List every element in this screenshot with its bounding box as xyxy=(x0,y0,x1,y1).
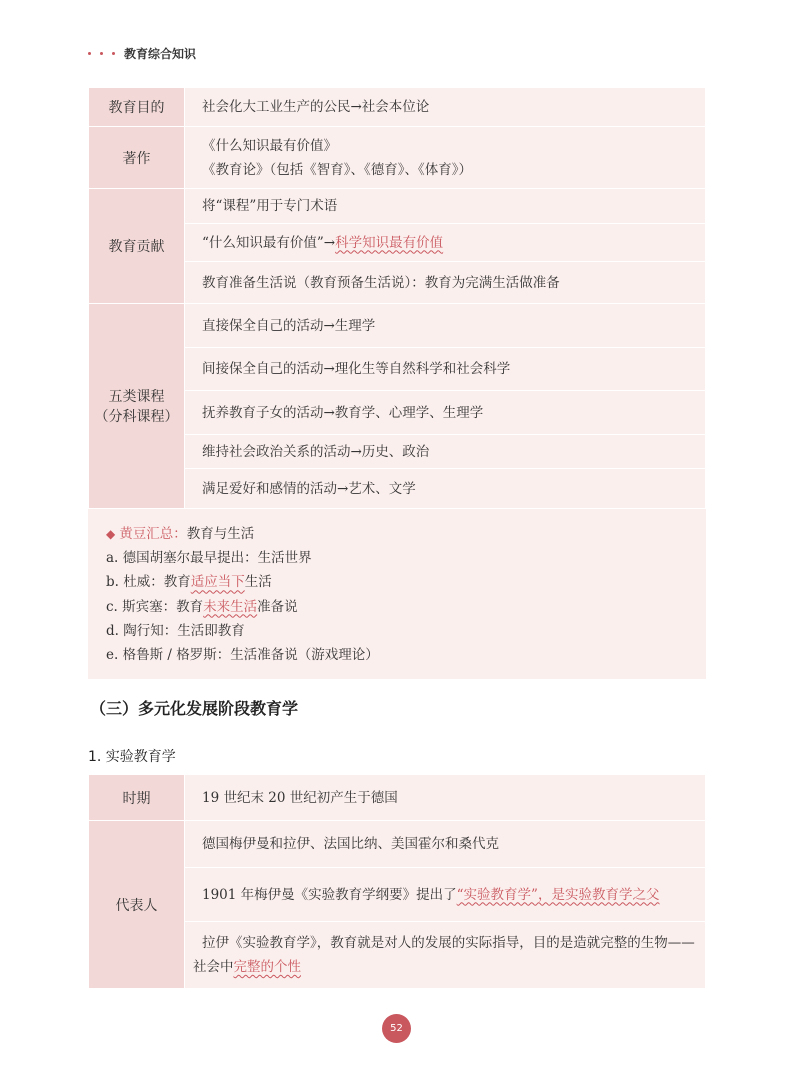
header-title: 教育综合知识 xyxy=(124,46,197,61)
summary-label: 黄豆汇总： xyxy=(119,526,187,542)
list-item: e. 格鲁斯 / 格罗斯：生活准备说（游戏理论） xyxy=(106,647,379,664)
row-value: 抚养教育子女的活动→教育学、心理学、生理学 xyxy=(185,391,706,435)
row-value: 将“课程”用于专门术语 xyxy=(185,189,706,224)
list-item: d. 陶行知：生活即教育 xyxy=(106,622,245,639)
row-label: 代表人 xyxy=(89,821,185,989)
list-item: a. 德国胡塞尔最早提出：生活世界 xyxy=(106,550,312,567)
highlight-text: 适应当下 xyxy=(190,574,245,591)
row-label: 教育贡献 xyxy=(89,189,185,304)
rep-line: 拉伊《实验教育学》，教育就是对人的发展的实际指导，目的是造就完整的生物—— xyxy=(202,935,695,951)
page-number: 52 xyxy=(382,1014,411,1043)
row-value: 社会化大工业生产的公民→社会本位论 xyxy=(185,88,706,127)
row-value: 满足爱好和感情的活动→艺术、文学 xyxy=(185,469,706,509)
row-value: 维持社会政治关系的活动→历史、政治 xyxy=(185,435,706,469)
row-value: 19 世纪末 20 世纪初产生于德国 xyxy=(185,775,706,821)
row-label: 著作 xyxy=(89,127,185,189)
subsection-title: 1. 实验教育学 xyxy=(88,749,176,765)
row-label xyxy=(89,304,185,509)
table-row xyxy=(89,88,706,127)
table-row xyxy=(89,304,706,348)
highlight-text: 未来生活 xyxy=(203,598,258,615)
list-item: b. 杜威：教育适应当下生活 xyxy=(106,574,272,591)
label-line: 五类课程 xyxy=(108,389,165,405)
row-value xyxy=(185,127,706,189)
row-label: 时期 xyxy=(89,775,185,821)
table-row xyxy=(89,127,706,189)
label-line: （分科课程） xyxy=(94,409,179,425)
summary-heading xyxy=(106,522,706,546)
row-value: 间接保全自己的活动→理化生等自然科学和社会科学 xyxy=(185,348,706,391)
row-label: 教育目的 xyxy=(89,88,185,127)
row-value xyxy=(185,922,706,989)
row-value xyxy=(185,224,706,262)
highlight-text: “实验教育学”，是实验教育学之父 xyxy=(456,886,660,903)
page-header xyxy=(88,44,196,62)
row-value: 1901 年梅伊曼《实验教育学纲要》提出了“实验教育学”，是实验教育学之父 xyxy=(185,868,706,922)
works-line: 《教育论》（包括《智育》、《德育》、《体育》） xyxy=(202,161,472,178)
diamond-icon: ◆ xyxy=(106,527,116,541)
spencer-table xyxy=(88,87,706,509)
list-item: c. 斯宾塞：教育未来生活准备说 xyxy=(106,598,298,615)
summary-topic: 教育与生活 xyxy=(186,526,255,542)
contribution-text: “什么知识最有价值”→ xyxy=(202,234,336,251)
highlight-text: 科学知识最有价值 xyxy=(335,234,444,251)
section-title: （三）多元化发展阶段教育学 xyxy=(90,699,299,718)
summary-box xyxy=(88,509,706,679)
row-value: 德国梅伊曼和拉伊、法国比纳、美国霍尔和桑代克 xyxy=(185,821,706,868)
table-row xyxy=(89,775,706,821)
experimental-pedagogy-table xyxy=(88,774,706,989)
rep-line: 社会中完整的个性 xyxy=(193,959,301,975)
table-row xyxy=(89,821,706,868)
header-dots-icon xyxy=(88,52,115,55)
table-row xyxy=(89,189,706,224)
works-line: 《什么知识最有价值》 xyxy=(202,137,337,154)
row-value: 教育准备生活说（教育预备生活说）：教育为完满生活做准备 xyxy=(185,262,706,304)
highlight-text: 完整的个性 xyxy=(233,959,301,975)
row-value: 直接保全自己的活动→生理学 xyxy=(185,304,706,348)
